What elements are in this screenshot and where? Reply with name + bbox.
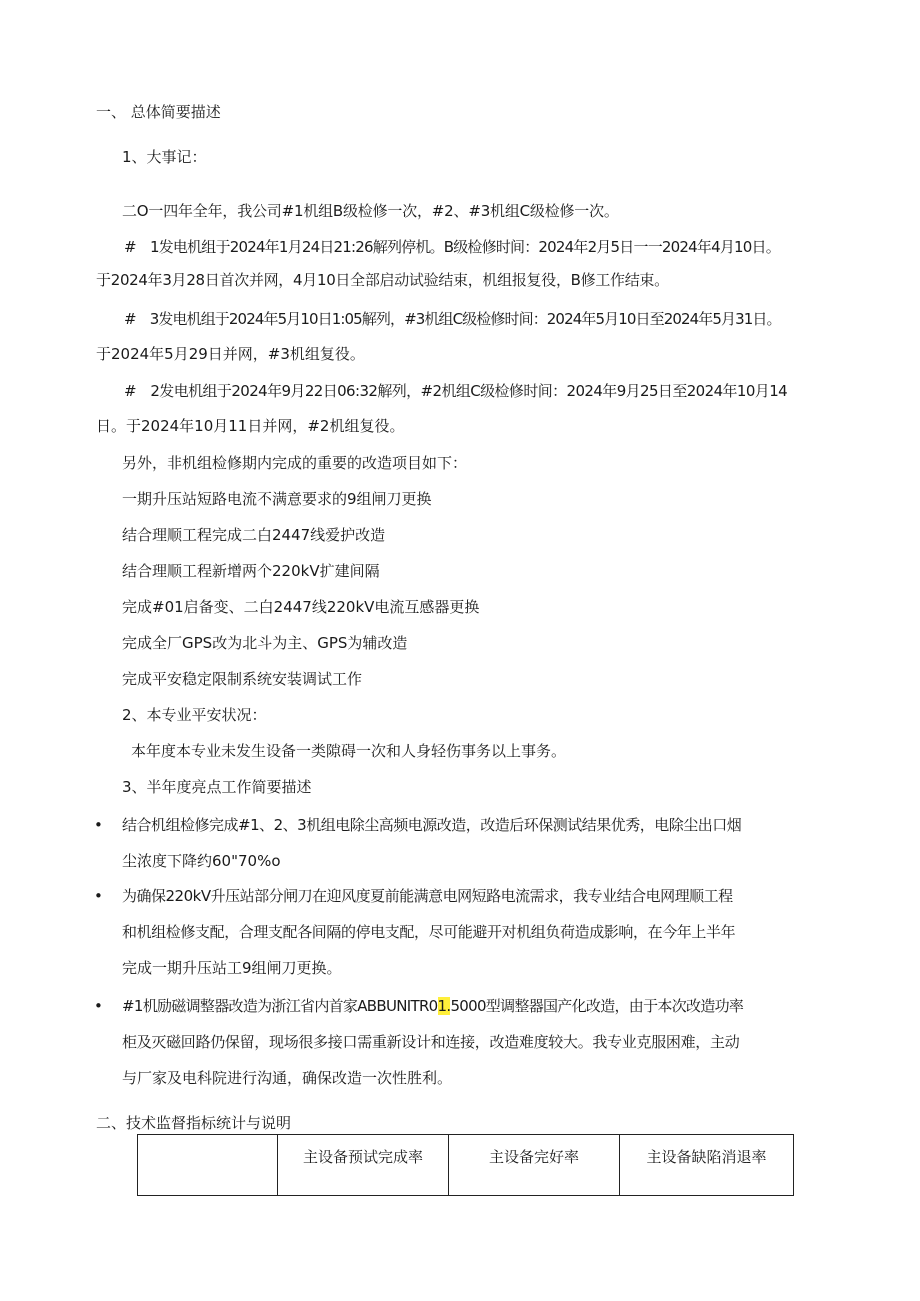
bullet-3-line-1	[122, 996, 743, 1016]
unit1-line-1: # 1发电机组于2024年1月24日21:26解列停机。B级检修时间：2024年2月5日一一2024年4月10日。	[124, 238, 780, 256]
table-header-cell: 主设备预试完成率	[278, 1135, 449, 1196]
table-header-cell	[138, 1135, 278, 1196]
bullet-3-text-b: 5000型调整器国产化改造，由于本次改造功率	[450, 997, 744, 1015]
bullet-icon: •	[94, 997, 103, 1015]
project-item: 完成#01启备变、二白2447线220kV电流互感器更换	[122, 598, 480, 616]
section-1-heading: 一、 总体简要描述	[96, 103, 221, 121]
bullet-1-line-1: 结合机组检修完成#1、2、3机组电除尘高频电源改造，改造后环保测试结果优秀，电除尘出口烟	[122, 816, 742, 834]
unit1-line-2: 于2024年3月28日首次并网，4月10日全部启动试验结束，机组报复役，B修工作结束。	[96, 271, 669, 289]
subsection-1-title: 1、大事记：	[122, 148, 207, 166]
other-projects-intro: 另外，非机组检修期内完成的重要的改造项目如下：	[122, 454, 468, 472]
summary-paragraph: 二O一四年全年，我公司#1机组B级检修一次，#2、#3机组C级检修一次。	[122, 202, 619, 220]
bullet-2-line-1: 为确保220kV升压站部分闸刀在迎风度夏前能满意电网短路电流需求，我专业结合电网理顺工程	[122, 887, 733, 905]
bullet-2-line-2: 和机组检修支配，合理支配各间隔的停电支配，尽可能避开对机组负荷造成影响，在今年上半年	[122, 923, 736, 941]
project-item: 一期升压站短路电流不满意要求的9组闸刀更换	[122, 490, 432, 508]
bullet-icon: •	[94, 816, 103, 834]
project-item: 完成全厂GPS改为北斗为主、GPS为辅改造	[122, 634, 408, 652]
unit3-line-1: # 3发电机组于2024年5月10日1:05解列，#3机组C级检修时间：2024年5月10日至2024年5月31日。	[124, 310, 781, 328]
section-2-heading: 二、技术监督指标统计与说明	[96, 1114, 292, 1132]
bullet-2-line-3: 完成一期升压站工9组闸刀更换。	[122, 959, 342, 977]
unit3-line-2: 于2024年5月29日并网，#3机组复役。	[96, 345, 365, 363]
metrics-table	[137, 1134, 794, 1196]
table-header-cell: 主设备完好率	[449, 1135, 620, 1196]
bullet-3-text-a: #1机励磁调整器改造为浙江省内首家ABBUNITR0	[122, 997, 438, 1015]
subsection-2-title: 2、本专业平安状况：	[122, 706, 267, 724]
project-item: 结合理顺工程完成二白2447线爱护改造	[122, 526, 386, 544]
bullet-icon: •	[94, 887, 103, 905]
project-item: 完成平安稳定限制系统安装调试工作	[122, 670, 363, 688]
highlighted-text: 1.	[437, 997, 451, 1015]
bullet-1-line-2: 尘浓度下降约60"70%o	[122, 852, 281, 870]
bullet-3-line-2: 柜及灭磁回路仍保留，现场很多接口需重新设计和连接，改造难度较大。我专业克服困难，主动	[122, 1033, 740, 1051]
unit2-line-1: # 2发电机组于2024年9月22日06:32解列，#2机组C级检修时间：2024年9月25日至2024年10月14	[124, 382, 788, 400]
table-header-row	[138, 1135, 794, 1196]
subsection-3-title: 3、半年度亮点工作简要描述	[122, 778, 312, 796]
table-header-cell: 主设备缺陷消退率	[620, 1135, 794, 1196]
safety-paragraph: 本年度本专业未发生设备一类隙碍一次和人身轻伤事务以上事务。	[131, 742, 567, 760]
project-item: 结合理顺工程新增两个220kV扩建间隔	[122, 562, 380, 580]
bullet-3-line-3: 与厂家及电科院进行沟通，确保改造一次性胜利。	[122, 1069, 453, 1087]
unit2-line-2: 日。于2024年10月11日并网，#2机组复役。	[96, 417, 405, 435]
